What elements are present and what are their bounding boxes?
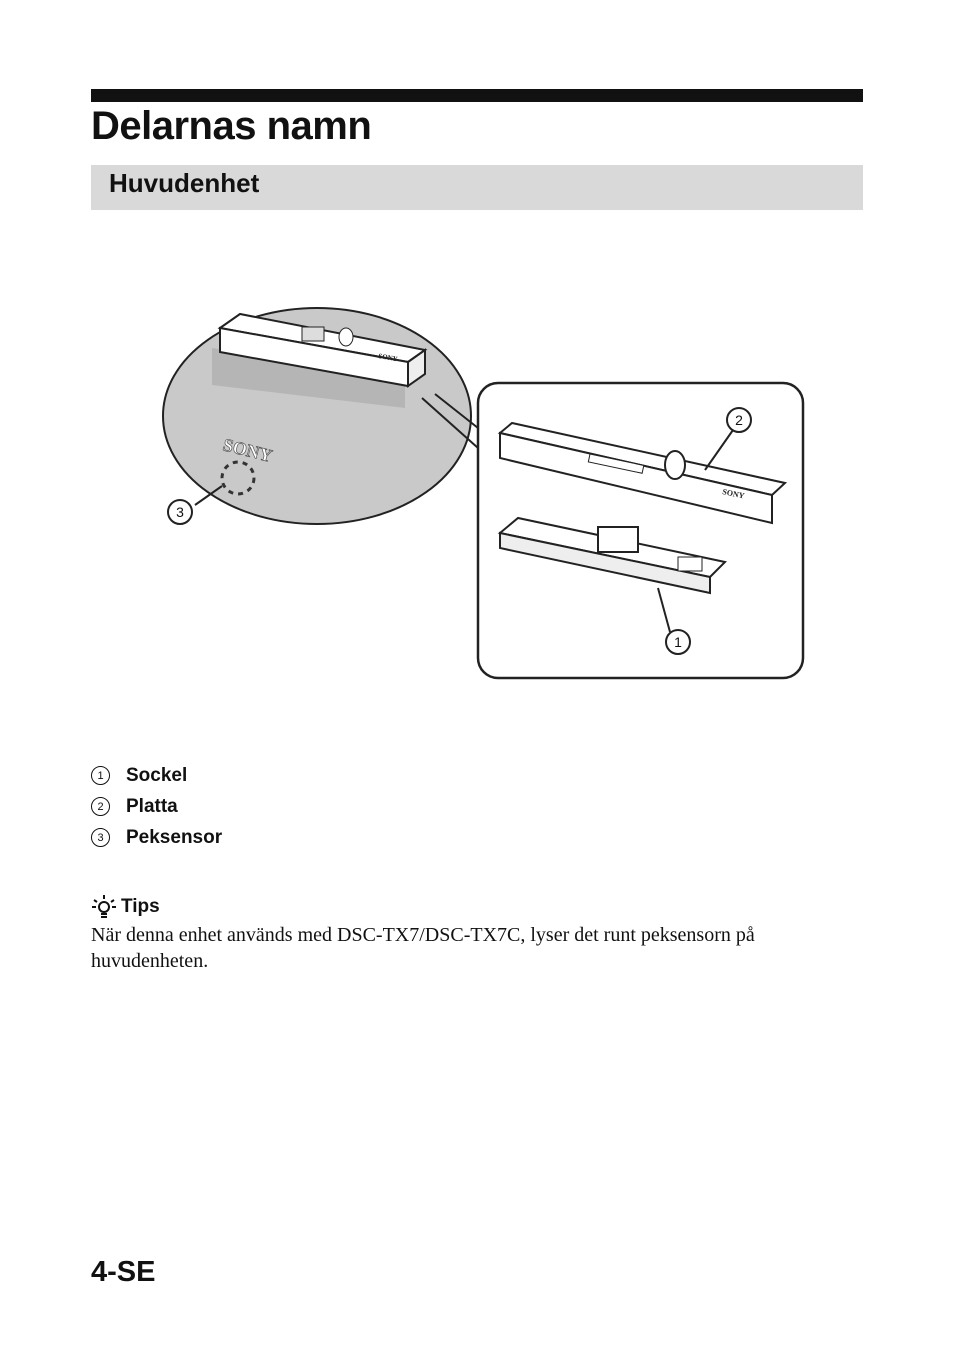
brand-small-plate: SONY [721,487,746,501]
list-item [91,822,222,853]
page-title: Delarnas namn [91,104,372,148]
device-illustration [150,290,820,690]
brand-large: SONY [221,434,275,466]
item-label: Platta [126,795,178,817]
item-label: Sockel [126,764,188,786]
brand-small-stand: SONY [377,352,399,364]
item-number: 3 [91,828,110,847]
list-item [91,791,222,822]
header-rule [91,89,863,102]
svg-text:2: 2 [735,412,743,428]
list-item [91,760,222,791]
tips-text: När denna enhet används med DSC-TX7/DSC-TX7C, lyser det runt peksensorn på huvudenheten. [91,924,755,972]
tips-section [91,894,863,974]
section-title: Huvudenhet [109,168,260,198]
lightbulb-icon [91,894,117,920]
item-number: 1 [91,766,110,785]
tips-heading: Tips [121,896,160,917]
parts-list [91,760,222,853]
item-label: Peksensor [126,826,223,848]
item-number: 2 [91,797,110,816]
svg-text:3: 3 [176,504,184,520]
svg-text:1: 1 [674,634,682,650]
page-number: 4-SE [91,1256,156,1288]
